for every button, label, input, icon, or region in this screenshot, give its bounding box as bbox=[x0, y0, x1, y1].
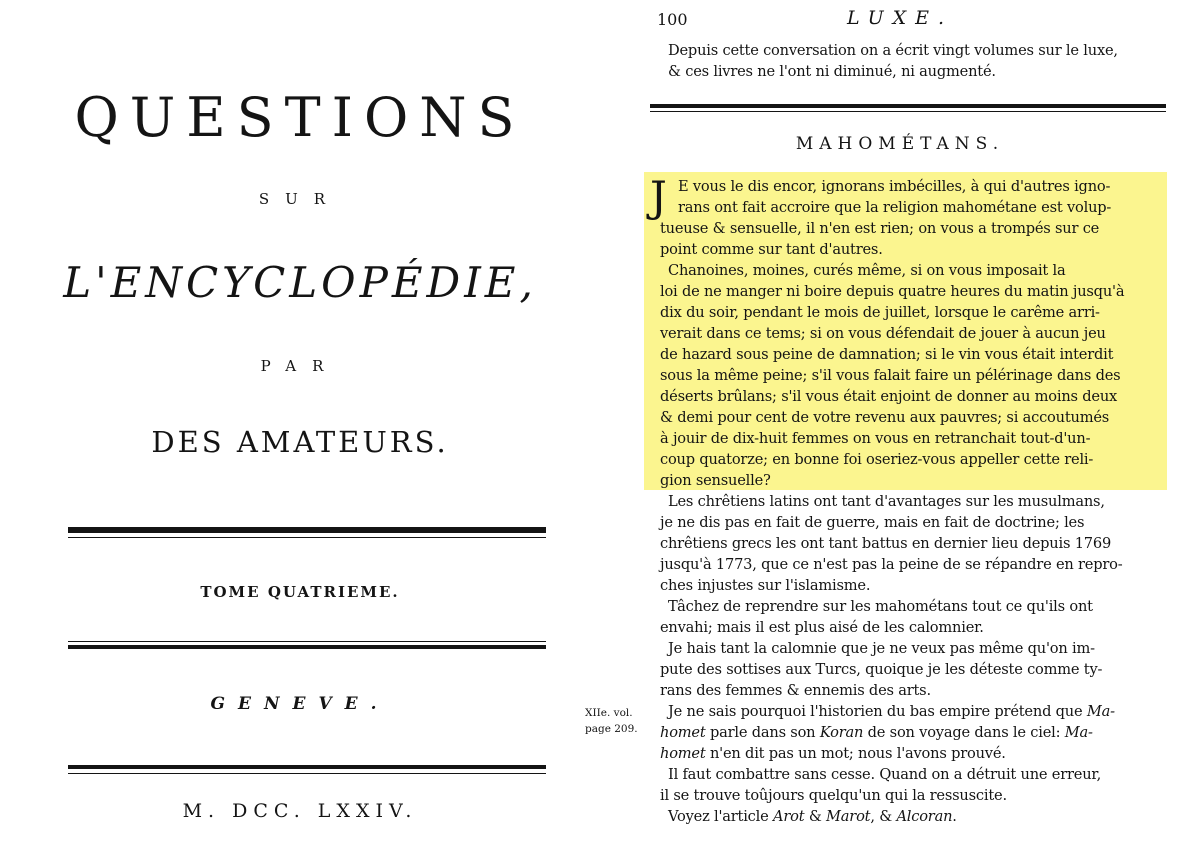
end-line-1: Il faut combattre sans cesse. Quand on a détruit une erreur, bbox=[668, 766, 1102, 783]
body-line-3: chrêtiens grecs les ont tant battus en dernier lieu depuis 1769 bbox=[660, 535, 1112, 552]
body-line-8: Je hais tant la calomnie que je ne veux pas même qu'on im- bbox=[668, 640, 1095, 657]
title-encyclopedie: L'ENCYCLOPÉDIE, bbox=[63, 258, 537, 307]
body-line-6: Tâchez de reprendre sur les mahométans tout ce qu'ils ont bbox=[668, 598, 1093, 615]
margin-note-volume: XIIe. vol. bbox=[585, 707, 633, 719]
title-sur: SUR bbox=[258, 190, 342, 208]
italic-line-1: Je ne sais pourquoi l'historien du bas empire prétend que Ma- bbox=[668, 703, 1115, 720]
hl-line-1: E vous le dis encor, ignorans imbécilles, à qui d'autres igno- bbox=[678, 178, 1111, 195]
hl-line-15: gion sensuelle? bbox=[660, 472, 771, 489]
body-line-4: jusqu'à 1773, que ce n'est pas la peine de se répandre en repro- bbox=[660, 556, 1123, 573]
hl-line-5: Chanoines, moines, curés même, si on vous imposait la bbox=[668, 262, 1066, 279]
divider-1-thin bbox=[68, 537, 546, 538]
hl-line-4: point comme sur tant d'autres. bbox=[660, 241, 883, 258]
title-par: PAR bbox=[260, 357, 340, 375]
body-line-5: ches injustes sur l'islamisme. bbox=[660, 577, 871, 594]
italic-line-2: homet parle dans son Koran de son voyage dans le ciel: Ma- bbox=[660, 724, 1093, 741]
divider-1-thick bbox=[68, 527, 546, 533]
hl-line-12: & demi pour cent de votre revenu aux pauvres; si accoutumés bbox=[660, 409, 1110, 426]
body-line-1: Les chrêtiens latins ont tant d'avantages sur les musulmans, bbox=[668, 493, 1105, 510]
hl-line-11: déserts brûlans; s'il vous était enjoint de donner au moins deux bbox=[660, 388, 1118, 405]
intro-line-2: & ces livres ne l'ont ni diminué, ni augmenté. bbox=[668, 63, 996, 80]
section-rule-thin bbox=[650, 111, 1166, 112]
publication-year: M. DCC. LXXIV. bbox=[182, 800, 418, 822]
running-title: LUXE. bbox=[846, 7, 954, 29]
hl-line-10: sous la même peine; s'il vous falait faire un pélérinage dans des bbox=[660, 367, 1121, 384]
divider-3-thin bbox=[68, 773, 546, 774]
divider-2-thick bbox=[68, 645, 546, 649]
margin-note-page: page 209. bbox=[585, 723, 638, 735]
divider-2-thin bbox=[68, 641, 546, 642]
volume-label: TOME QUATRIEME. bbox=[200, 583, 400, 601]
hl-line-8: verait dans ce tems; si on vous défendait de jouer à aucun jeu bbox=[660, 325, 1106, 342]
divider-3-thick bbox=[68, 765, 546, 769]
intro-line-1: Depuis cette conversation on a écrit vingt volumes sur le luxe, bbox=[668, 42, 1118, 59]
end-line-2: il se trouve toûjours quelqu'un qui la ressuscite. bbox=[660, 787, 1007, 804]
body-line-2: je ne dis pas en fait de guerre, mais en fait de doctrine; les bbox=[660, 514, 1085, 531]
hl-line-14: coup quatorze; en bonne foi oseriez-vous appeller cette reli- bbox=[660, 451, 1094, 468]
hl-line-2: rans ont fait accroire que la religion mahométane est volup- bbox=[678, 199, 1112, 216]
drop-cap: J bbox=[650, 172, 667, 221]
italic-line-3: homet n'en dit pas un mot; nous l'avons prouvé. bbox=[660, 745, 1006, 762]
body-line-10: rans des femmes & ennemis des arts. bbox=[660, 682, 931, 699]
body-line-7: envahi; mais il est plus aisé de les calomnier. bbox=[660, 619, 984, 636]
body-line-9: pute des sottises aux Turcs, quoique je les déteste comme ty- bbox=[660, 661, 1103, 678]
hl-line-13: à jouir de dix-huit femmes on vous en retranchait tout-d'un- bbox=[660, 430, 1091, 447]
hl-line-3: tueuse & sensuelle, il n'en est rien; on vous a trompés sur ce bbox=[660, 220, 1100, 237]
hl-line-7: dix du soir, pendant le mois de juillet, lorsque le carême arri- bbox=[660, 304, 1100, 321]
book-title: QUESTIONS bbox=[74, 86, 526, 149]
hl-line-9: de hazard sous peine de damnation; si le vin vous était interdit bbox=[660, 346, 1114, 363]
page-number: 100 bbox=[657, 10, 688, 29]
title-authors: DES AMATEURS. bbox=[151, 425, 449, 459]
publication-place: GENEVE. bbox=[210, 694, 390, 714]
section-rule-thick bbox=[650, 104, 1166, 108]
see-also-line: Voyez l'article Arot & Marot, & Alcoran. bbox=[668, 808, 957, 825]
hl-line-6: loi de ne manger ni boire depuis quatre heures du matin jusqu'à bbox=[660, 283, 1125, 300]
section-heading: MAHOMÉTANS. bbox=[795, 134, 1005, 154]
text-page bbox=[585, 0, 1200, 854]
